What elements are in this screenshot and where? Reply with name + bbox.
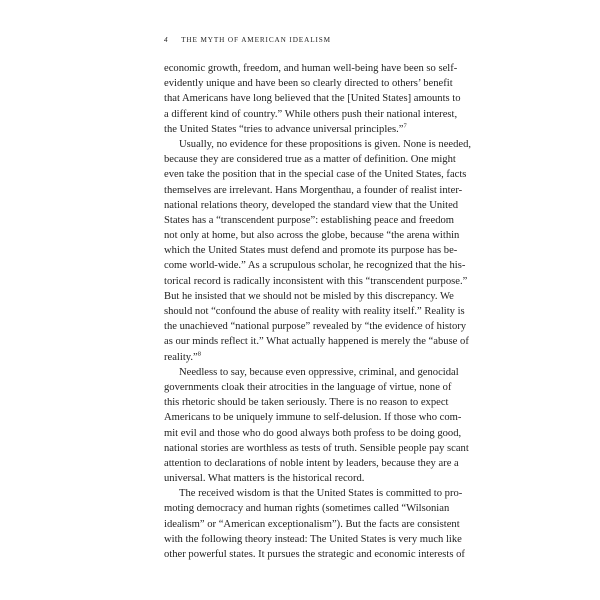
text-line xyxy=(164,61,458,76)
text-line xyxy=(164,456,459,471)
text-line xyxy=(164,304,465,319)
text-line xyxy=(164,76,453,91)
text-line xyxy=(164,183,463,198)
text-line-content: themselves are irrelevant. Hans Morgenthau, a founder of realist inter- xyxy=(164,184,463,196)
text-line-content: other powerful states. It pursues the strategic and economic interests of xyxy=(164,549,465,560)
text-line-content: attention to declarations of noble intent by leaders, because they are a xyxy=(164,457,459,469)
text-line-content: even take the position that in the special case of the United States, facts xyxy=(164,169,467,181)
text-line-content: States has a “transcendent purpose”: establishing peace and freedom xyxy=(164,214,455,226)
text-line-content: the United States “tries to advance universal principles.” xyxy=(164,123,404,135)
text-line xyxy=(164,350,447,365)
text-line-content: Needless to say, because even oppressive, criminal, and genocidal xyxy=(179,366,459,378)
text-line-content: that Americans have long believed that the [United States] amounts to xyxy=(164,93,461,105)
text-line-content: economic growth, freedom, and human well-being have been so self- xyxy=(164,63,458,74)
text-line xyxy=(164,517,460,532)
text-line-content: a different kind of country.” While others push their national interest, xyxy=(164,108,458,120)
text-line xyxy=(164,334,469,349)
text-line xyxy=(164,213,455,228)
text-line-content: governments cloak their atrocities in the language of virtue, none of xyxy=(164,381,452,393)
text-line-content: come world-wide.” As a scrupulous scholar, he recognized that the his- xyxy=(164,260,466,272)
text-line xyxy=(164,319,467,334)
text-line xyxy=(164,395,447,410)
text-line-content: national stories are worthless as tests of truth. Sensible people pay scant xyxy=(164,442,469,454)
text-line-content: idealism” or “American exceptionalism”). But the facts are consistent xyxy=(164,518,460,530)
text-line-content: this rhetoric should be taken seriously. There is no reason to expect xyxy=(164,397,449,409)
text-line xyxy=(164,137,472,152)
text-line-content: the unachieved “national purpose” revealed by “the evidence of history xyxy=(164,321,467,333)
text-line-content: not only at home, but also across the globe, because “the arena within xyxy=(164,230,460,242)
text-line xyxy=(164,258,466,273)
text-line-content: torical record is radically inconsistent with this “transcendent purpose.” xyxy=(164,275,468,287)
text-line xyxy=(164,486,463,501)
text-line xyxy=(164,107,458,122)
text-line-content: mit evil and those who do good always both profess to be doing good, xyxy=(164,427,462,439)
text-line-content: moting democracy and human rights (sometimes called “Wilsonian xyxy=(164,503,450,515)
text-line xyxy=(164,410,462,425)
text-line xyxy=(164,501,450,516)
text-line-content: The received wisdom is that the United States is committed to pro- xyxy=(179,488,463,500)
text-line xyxy=(164,471,447,486)
text-line xyxy=(164,91,461,106)
text-line-content: national relations theory, developed the standard view that the United xyxy=(164,199,459,211)
text-line xyxy=(164,198,459,213)
running-head xyxy=(164,36,331,44)
text-line-content: with the following theory instead: The United States is very much like xyxy=(164,533,462,545)
footnote-reference: 8 xyxy=(197,350,201,358)
body-text xyxy=(164,61,472,562)
text-line xyxy=(164,274,468,289)
text-line-content: Usually, no evidence for these propositions is given. None is needed, xyxy=(179,138,472,150)
text-line xyxy=(164,532,462,547)
running-head-title: THE MYTH OF AMERICAN IDEALISM xyxy=(181,36,331,44)
text-line-content: universal. What matters is the historical record. xyxy=(164,473,365,485)
text-line xyxy=(164,441,469,456)
text-line xyxy=(164,547,465,562)
text-line-content: because they are considered true as a matter of definition. One might xyxy=(164,154,456,166)
text-line xyxy=(164,426,462,441)
text-line xyxy=(164,243,458,258)
text-line xyxy=(164,122,447,137)
text-line-content: But he insisted that we should not be misled by this discrepancy. We xyxy=(164,290,454,302)
text-line-content: as our minds reflect it.” What actually happened is merely the “abuse of xyxy=(164,336,469,348)
text-line-content: which the United States must defend and promote its purpose has be- xyxy=(164,245,458,257)
text-line xyxy=(164,380,452,395)
text-line xyxy=(164,152,456,167)
text-line xyxy=(164,289,454,304)
text-line xyxy=(164,365,459,380)
text-line xyxy=(164,167,467,182)
page-number: 4 xyxy=(164,36,169,44)
footnote-reference: 7 xyxy=(403,122,407,130)
text-line xyxy=(164,228,460,243)
text-line-content: Americans to be uniquely immune to self-delusion. If those who com- xyxy=(164,412,462,424)
text-line-content: evidently unique and have been so clearly directed to others’ benefit xyxy=(164,78,453,90)
text-line-content: should not “confound the abuse of reality with reality itself.” Reality is xyxy=(164,306,465,317)
text-line-content: reality.” xyxy=(164,351,198,363)
